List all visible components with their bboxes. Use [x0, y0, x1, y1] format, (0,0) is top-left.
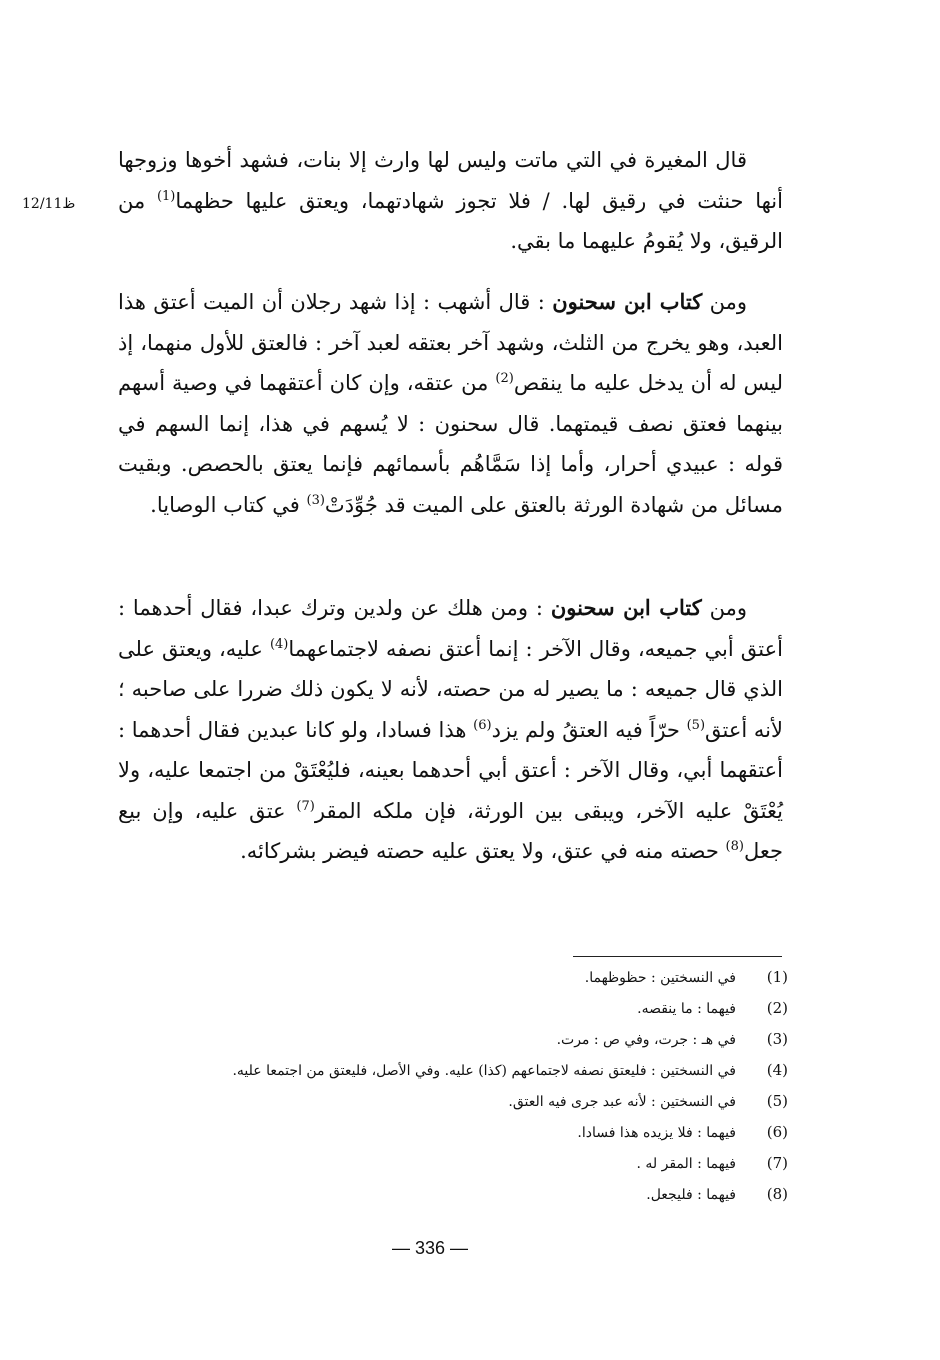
footnote-ref-5[interactable]: (5) — [686, 717, 706, 733]
paragraph-3-book-title: كتاب ابن سحنون — [550, 595, 702, 620]
footnote-number: (6) — [766, 1123, 788, 1141]
paragraph-2-text-c: في كتاب الوصايا. — [150, 492, 307, 517]
footnote-text: في النسختين : حظوظهما. — [584, 970, 736, 986]
paragraph-3-text-f: حصته منه في عتق، ولا يعتق عليه حصته فيضر بشركائه. — [240, 839, 726, 863]
page-number: — 336 — — [391, 1238, 469, 1258]
footnote-item — [118, 1117, 788, 1148]
footnote-number: (5) — [766, 1092, 788, 1110]
footnote-text: في النسختين : فليعتق نصفه لاجتماعهم (كذا) عليه. وفي الأصل، فليعتق من اجتمعا عليه. — [232, 1063, 736, 1079]
margin-folio-note: 12/11ظ — [22, 196, 76, 212]
footnote-ref-8[interactable]: (8) — [725, 839, 744, 854]
footnote-ref-4[interactable]: (4) — [269, 636, 289, 652]
footnote-number: (1) — [766, 968, 788, 986]
footnote-ref-3[interactable]: (3) — [306, 492, 325, 508]
paragraph-1-text-a: قال المغيرة في التي ماتت وليس لها وارث إلا بنات، فشهد أخوها وزوجها أنها حنثت في رقيق لها. / فلا تجوز شهادتهما، ويعتق عليها حظهما — [118, 148, 783, 213]
paragraph-3-text-c: حرّاً فيه العتقُ ولم يزد — [491, 717, 687, 742]
footnote-text: فيهما : فلا يزيده هذا فسادا. — [577, 1125, 736, 1141]
footnote-ref-1[interactable]: (1) — [156, 188, 176, 204]
footnote-text: في النسختين : لأنه عبد جرى فيه العتق. — [508, 1094, 736, 1110]
paragraph-2-book-title: كتاب ابن سحنون — [552, 289, 703, 314]
footnote-number: (3) — [766, 1030, 788, 1048]
footnote-number: (4) — [766, 1061, 788, 1079]
paragraph-2-text-a: : قال أشهب : إذا شهد رجلان أن الميت أعتق هذا العبد، وهو يخرج من الثلث، وشهد آخر بعتقه لعبد آخر : فالعتق للأول منهما، إذ ليس له أن يدخل عليه ما ينقص — [118, 290, 784, 395]
footnote-item — [118, 993, 788, 1024]
paragraph-2-lead: ومن — [702, 290, 747, 314]
footnote-text: فيهما : المقر له . — [636, 1156, 736, 1172]
paragraph-2 — [118, 282, 783, 525]
footnote-item — [118, 1055, 788, 1086]
footnote-ref-6[interactable]: (6) — [473, 717, 492, 733]
paragraph-3-text-e: عتق عليه، وإن بيع جعل — [118, 798, 783, 863]
footnote-ref-2[interactable]: (2) — [495, 371, 514, 386]
paragraph-1-text-b: من الرقيق، ولا يُقومُ عليهما ما بقي. — [118, 188, 783, 253]
paragraph-3-text-d: هذا فسادا، ولو كانا عبدين فقال أحدهما : أعتقهما أبي، وقال الآخر : أعتق أبي أحدهما بعينه، فليُعْتَقْ من اجتمعا عليه، ولا يُعْتَقْ عليه الآخر، ويبقى بين الورثة، فإن ملكه المقر — [118, 717, 783, 823]
paragraph-2-text-b: من عتقه، وإن كان أعتقهما في وصية أسهم بينهما فعتق نصف قيمتهما. قال سحنون : لا يُسهم في هذا، إنما السهم في قوله : عبيدي أحرار، وأما إذا سَمَّاهُم بأسمائهم فإنما يعتق بالحصص. وبقيت مسائل من شهادة الورثة بالعتق على الميت قد جُوِّدَتْ — [118, 371, 783, 517]
footnote-text: في هـ : جرت، وفي ص : مرت. — [556, 1032, 736, 1048]
paragraph-3 — [118, 588, 783, 872]
paragraph-1 — [118, 140, 783, 262]
paragraph-3-lead: ومن — [701, 596, 747, 620]
footnote-item — [118, 962, 788, 993]
footnote-separator-rule — [573, 956, 782, 957]
footnote-item — [118, 1148, 788, 1179]
footnote-item — [118, 1086, 788, 1117]
footnote-number: (2) — [766, 999, 788, 1017]
paragraph-3-text-a: : ومن هلك عن ولدين وترك عبدا، فقال أحدهما : أعتق أبي جميعه، وقال الآخر : إنما أعتق نصفه لاجتماعهما — [118, 596, 783, 661]
footnote-text: فيهما : فليجعل. — [646, 1187, 736, 1203]
footnote-number: (7) — [766, 1154, 788, 1172]
footnote-text: فيهما : ما ينقصه. — [637, 1001, 736, 1017]
footnote-ref-7[interactable]: (7) — [296, 798, 315, 814]
footnote-number: (8) — [766, 1185, 788, 1203]
footnotes-list — [118, 962, 788, 1210]
paragraph-3-text-b: عليه، ويعتق على الذي قال جميعه : ما يصير له من حصته، لأنه لا يكون ذلك ضررا على صاحبه ؛ لأنه أعتق — [118, 636, 783, 742]
footnote-item — [118, 1179, 788, 1210]
footnote-item — [118, 1024, 788, 1055]
